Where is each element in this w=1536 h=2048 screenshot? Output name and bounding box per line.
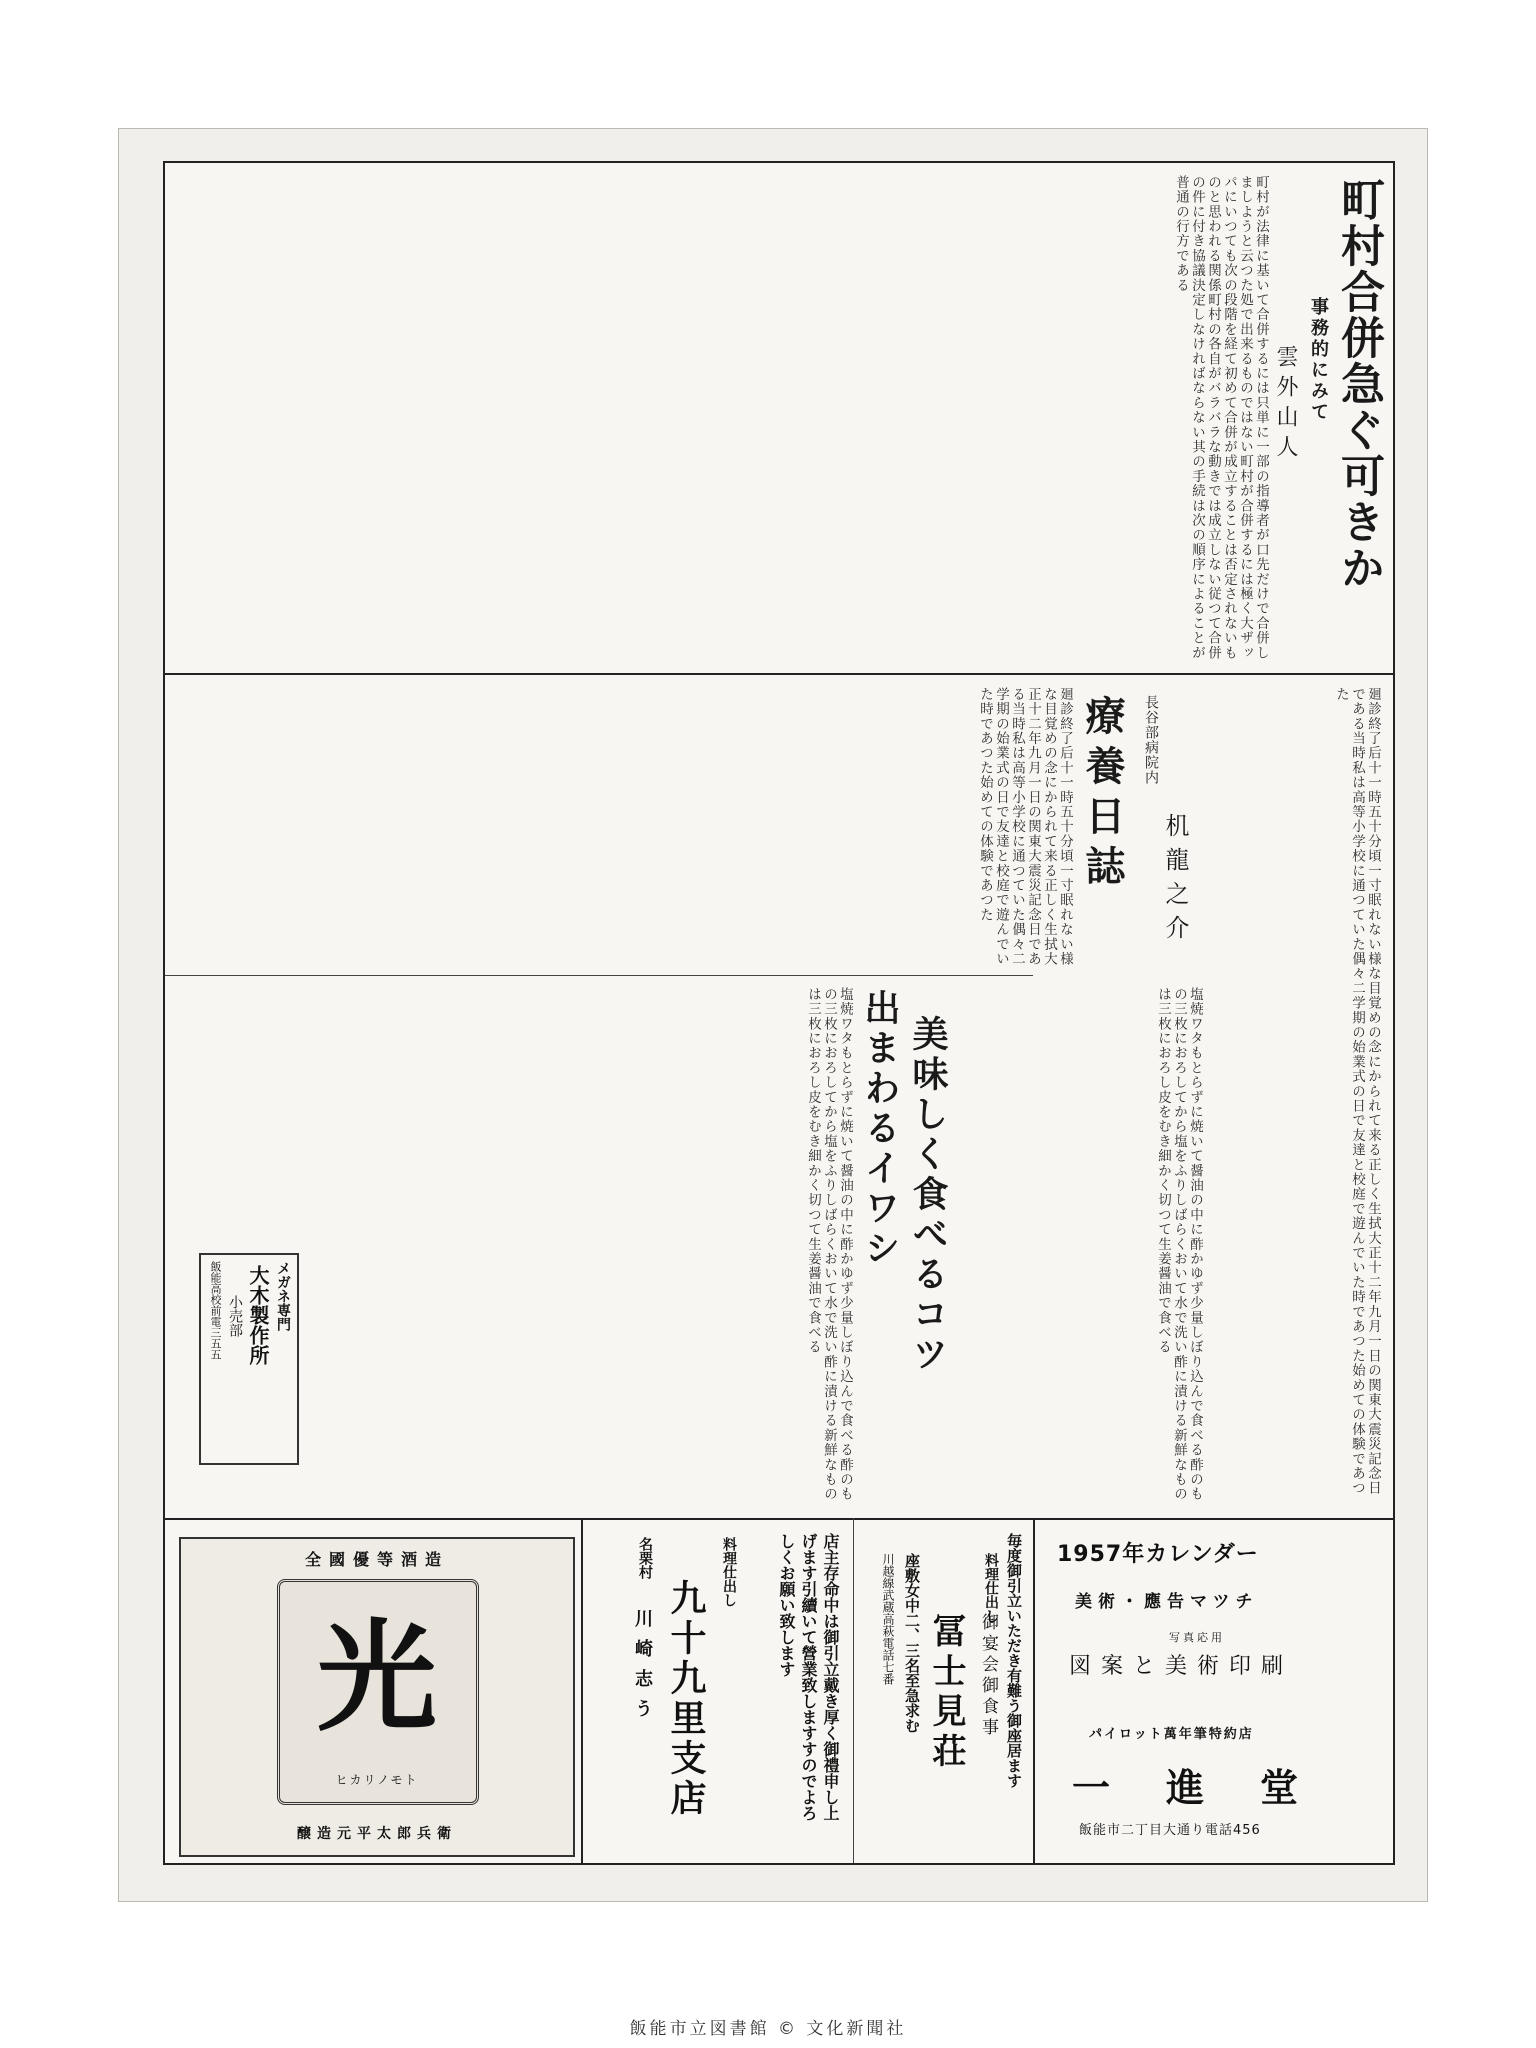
- newspaper-scan: [118, 128, 1428, 1902]
- sake-bottom-line: 醸造元平太郎兵衛: [297, 1826, 457, 1842]
- diary-author: 机龍之介: [1161, 813, 1189, 949]
- megane-branch: 小売部: [227, 1295, 243, 1337]
- sake-brand: 光: [317, 1609, 437, 1748]
- megane-address: 飯能高校前電三五五: [209, 1261, 222, 1360]
- fujimiso-services: 御宴会御食事: [978, 1613, 998, 1739]
- ad-divider-2: [853, 1518, 854, 1863]
- merger-subtitle: 事務的にみて: [1308, 297, 1329, 423]
- iwashi-body-right: 塩焼ワタもとらずに焼いて醤油の中に酢かゆず少量しぼり込んで食べる酢のもの三枚におろしてから塩をふりしばらくおいて水で洗い酢に漬ける新鮮なものは三枚におろし皮をむき細かく切つて生姜醤油で食べる: [1155, 987, 1203, 1502]
- diary-affiliation: 長谷部病院内: [1143, 695, 1159, 785]
- iwashi-body-left: 塩焼ワタもとらずに焼いて醤油の中に酢かゆず少量しぼり込んで食べる酢のもの三枚におろしてから塩をふりしばらくおいて水で洗い酢に漬ける新鮮なものは三枚におろし皮をむき細かく切つて生姜醤油で食べる: [805, 987, 853, 1502]
- fujimiso-address: 川越線武蔵高萩電話七番: [881, 1553, 895, 1685]
- calendar-year-heading: 1957年カレンダー: [1057, 1542, 1259, 1567]
- row-divider-top: [165, 673, 1393, 675]
- iwashi-subtitle: 美味しく食べるコツ: [907, 1015, 948, 1375]
- fujimiso-shop-name: 冨士見荘: [926, 1613, 966, 1773]
- diary-body: 廻診終了后十一時五十分頃一寸眠れない様な目覚めの念にかられて来る正しく生拭大正十二年九月一日の関東大震災記念日である当時私は高等小学校に通つていた偶々二学期の始業式の日で友達と校庭で遊んでいた時であつた始めての体験であつた: [977, 687, 1073, 967]
- megane-ad: [199, 1253, 299, 1465]
- calendar-shop-name: 一進堂: [1071, 1766, 1354, 1810]
- calendar-line2-small: 写真応用: [1169, 1631, 1225, 1644]
- page-frame: [163, 161, 1395, 1865]
- ad-divider-1: [581, 1518, 583, 1863]
- fujimiso-service-label: 料理仕出し: [983, 1553, 999, 1623]
- kujukuri-ad: [585, 1523, 851, 1859]
- kujukuri-notice: 店主存命中は御引立戴き厚く御禮申し上げます引續いて營業致しますすのでよろしくお願い致します: [777, 1533, 840, 1821]
- calendar-address: 飯能市二丁目大通り電話456: [1079, 1823, 1261, 1838]
- merger-body: 町村が法律に基いて合併するには只単に一部の指導者が口先だけで合併しましようと云つた処で出来るものではない町村が合併するには極く大ザッパにいつても次の段階を経て初めて合併が成立することは否定されないものと思われる関係町村の各自がバラバラな動きでは成立しない従つて合併の件に付き協議決定しなければならない其の手続は次の順序によることが普通の行方である: [1173, 175, 1269, 661]
- calendar-dealer: パイロット萬年筆特約店: [1089, 1727, 1254, 1742]
- fujimiso-headline: 毎度御引立いただき有難う御座居ます: [1005, 1533, 1023, 1788]
- diary-title: 療養日誌: [1079, 695, 1125, 895]
- kujukuri-owner-label: 名栗村: [637, 1537, 653, 1579]
- merger-title: 町村合併急ぐ可きか: [1333, 177, 1384, 591]
- sake-ad: [179, 1537, 575, 1857]
- megane-line1: メガネ専門: [275, 1261, 291, 1331]
- diary-body-continued: 廻診終了后十一時五十分頃一寸眠れない様な目覚めの念にかられて来る正しく生拭大正十二年九月一日の関東大震災記念日である当時私は高等小学校に通つていた偶々二学期の始業式の日で友達と校庭で遊んでいた時であつた始めての体験であつた: [1333, 687, 1381, 1496]
- sake-brand-sub: ヒカリノモト: [335, 1773, 419, 1787]
- footer-credit: 飯能市立図書館 © 文化新聞社: [629, 2019, 907, 2039]
- iwashi-title: 出まわるイワシ: [859, 989, 900, 1269]
- calendar-line1: 美術・應告マツチ: [1075, 1592, 1259, 1612]
- row-divider-ads: [165, 1518, 1393, 1520]
- calendar-ad: [1039, 1523, 1389, 1859]
- megane-shop-name: 大木製作所: [246, 1265, 270, 1365]
- kujukuri-service-label: 料理仕出し: [721, 1537, 737, 1607]
- fujimiso-recruit: 座敷女中二、三名至急求む: [903, 1553, 921, 1733]
- merger-author: 雲外山人: [1273, 345, 1298, 465]
- sake-top-line: 全國優等酒造: [304, 1550, 449, 1569]
- kujukuri-shop-name: 九十九里支店: [665, 1579, 706, 1819]
- ad-divider-3: [1033, 1518, 1035, 1863]
- calendar-line2: 図案と美術印刷: [1069, 1654, 1294, 1679]
- kujukuri-owner: 川崎志う: [632, 1609, 653, 1729]
- fujimiso-ad: [857, 1523, 1031, 1859]
- mid-divider: [165, 975, 1033, 976]
